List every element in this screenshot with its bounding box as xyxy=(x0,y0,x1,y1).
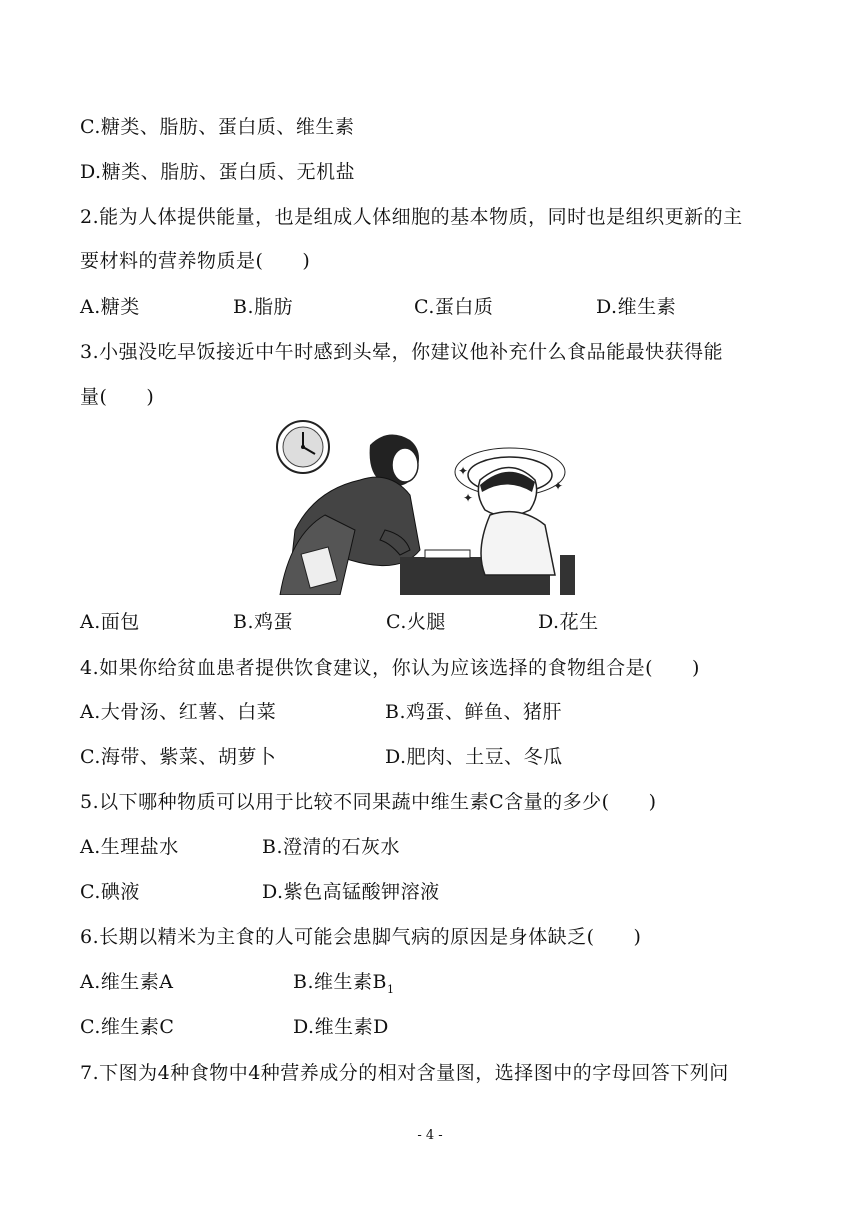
dizzy-student-illustration xyxy=(275,420,580,595)
svg-text:✦: ✦ xyxy=(463,491,474,505)
q6-option-b-text: B.维生素B xyxy=(293,971,387,993)
q5-option-d: D.紫色高锰酸钾溶液 xyxy=(262,881,440,903)
q3-stem-line1: 3.小强没吃早饭接近中午时感到头晕，你建议他补充什么食品能最快获得能 xyxy=(80,341,724,363)
q2-option-c: C.蛋白质 xyxy=(414,296,494,318)
q6-option-b xyxy=(293,970,394,1002)
q4-option-d: D.肥肉、土豆、冬瓜 xyxy=(385,746,563,768)
q4-option-c: C.海带、紫菜、胡萝卜 xyxy=(80,746,277,768)
q4-option-a: A.大骨汤、红薯、白菜 xyxy=(80,701,277,723)
q2-option-d: D.维生素 xyxy=(596,296,677,318)
q4-option-b: B.鸡蛋、鲜鱼、猪肝 xyxy=(385,701,563,723)
q2-option-a: A.糖类 xyxy=(80,296,140,318)
q6-option-c: C.维生素C xyxy=(80,1016,175,1038)
q6-option-b-subscript: 1 xyxy=(386,982,395,996)
svg-text:✦: ✦ xyxy=(553,479,564,493)
q3-option-a: A.面包 xyxy=(80,611,140,633)
student-figure xyxy=(455,448,565,575)
q6-stem: 6.长期以精米为主食的人可能会患脚气病的原因是身体缺乏( ) xyxy=(80,926,642,948)
q3-option-d: D.花生 xyxy=(538,611,599,633)
q2-stem-line2: 要材料的营养物质是( ) xyxy=(80,250,311,272)
q3-stem-line2: 量( ) xyxy=(80,386,155,408)
q4-stem: 4.如果你给贫血患者提供饮食建议，你认为应该选择的食物组合是( ) xyxy=(80,657,700,679)
q2-stem-line1: 2.能为人体提供能量，也是组成人体细胞的基本物质，同时也是组织更新的主 xyxy=(80,206,743,228)
q7-stem: 7.下图为4种食物中4种营养成分的相对含量图，选择图中的字母回答下列问 xyxy=(80,1062,729,1084)
q3-option-c: C.火腿 xyxy=(386,611,446,633)
q5-stem: 5.以下哪种物质可以用于比较不同果蔬中维生素C含量的多少( ) xyxy=(80,791,657,813)
q6-option-a: A.维生素A xyxy=(80,971,174,993)
wall-clock xyxy=(277,421,329,473)
q3-option-b: B.鸡蛋 xyxy=(233,611,294,633)
q5-option-b: B.澄清的石灰水 xyxy=(262,836,401,858)
q5-option-c: C.碘液 xyxy=(80,881,140,903)
q1-option-d: D.糖类、脂肪、蛋白质、无机盐 xyxy=(80,161,356,183)
q2-option-b: B.脂肪 xyxy=(233,296,294,318)
q1-option-c: C.糖类、脂肪、蛋白质、维生素 xyxy=(80,116,355,138)
q6-option-d: D.维生素D xyxy=(293,1016,389,1038)
svg-text:✦: ✦ xyxy=(458,464,469,478)
page-number: - 4 - xyxy=(417,1128,443,1143)
q5-option-a: A.生理盐水 xyxy=(80,836,179,858)
